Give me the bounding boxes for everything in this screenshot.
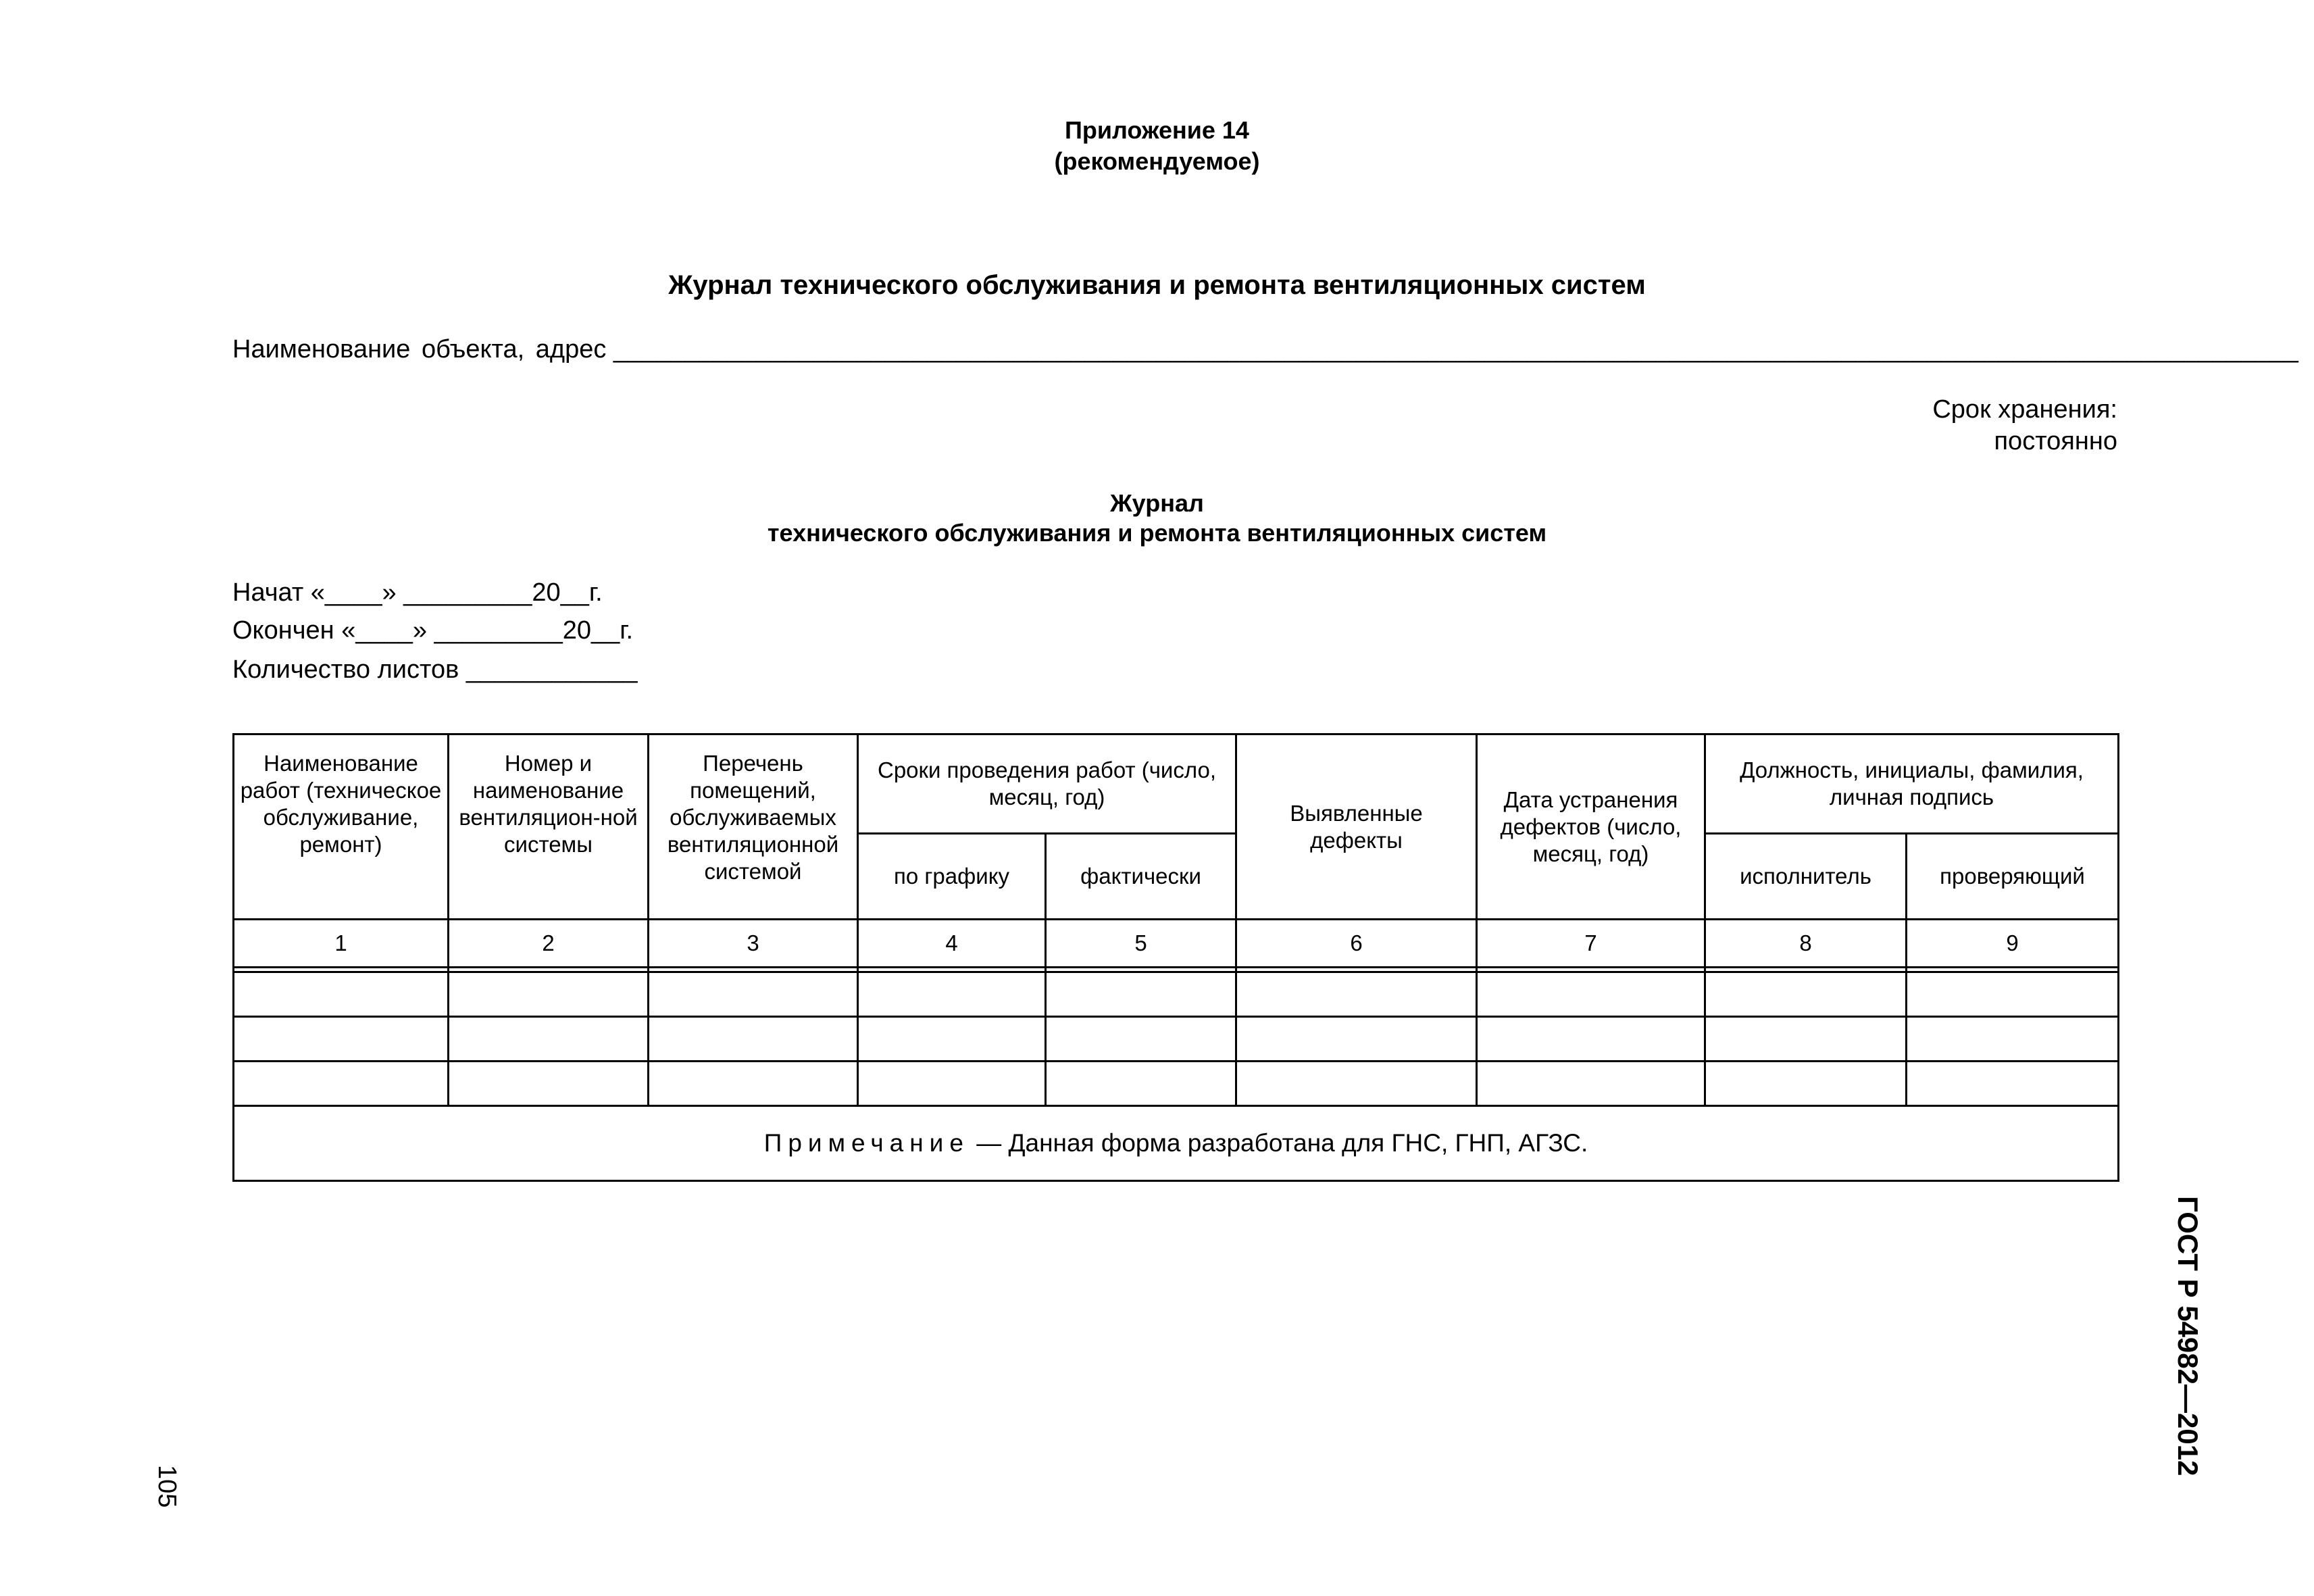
storage-label: Срок хранения: [1932, 395, 2117, 424]
table-cell [449, 1017, 649, 1062]
table-cell [649, 1017, 858, 1062]
table-cell [1046, 1017, 1236, 1062]
appendix-title: Приложение 14 [1065, 116, 1249, 144]
header-inspector: проверяющий [1907, 834, 2119, 920]
main-title: Журнал технического обслуживания и ремонта вентиляционных систем [668, 270, 1646, 300]
object-name-label: Наименование объекта, адрес [232, 335, 607, 364]
table-cell [1236, 972, 1477, 1017]
table-cell [858, 972, 1046, 1017]
table-cell [234, 972, 449, 1017]
table-cell [649, 972, 858, 1017]
journal-title-line2: технического обслуживания и ремонта вентиляционных систем [767, 519, 1547, 547]
table-row [234, 972, 2119, 1017]
column-number: 3 [649, 920, 858, 968]
table-cell [1046, 972, 1236, 1017]
header-fix-date: Дата устранения дефектов (число, месяц, год) [1477, 734, 1705, 920]
table-cell [1477, 972, 1705, 1017]
table-cell [858, 1017, 1046, 1062]
appendix-subtitle: (рекомендуемое) [1054, 147, 1260, 175]
table-cell [234, 1062, 449, 1106]
note-text: — Данная форма разработана для ГНС, ГНП, АГЗС. [969, 1129, 1588, 1157]
column-number: 1 [234, 920, 449, 968]
column-number: 8 [1705, 920, 1907, 968]
sheets-field: Количество листов ____________ [232, 655, 638, 684]
table-note [234, 1106, 2119, 1181]
table-cell [1477, 1017, 1705, 1062]
started-field: Начат «____» _________20__г. [232, 578, 603, 607]
table-cell [1705, 1017, 1907, 1062]
header-defects: Выявленные дефекты [1236, 734, 1477, 920]
column-number: 6 [1236, 920, 1477, 968]
table-cell [234, 1017, 449, 1062]
column-number: 9 [1907, 920, 2119, 968]
table-cell [1236, 1017, 1477, 1062]
storage-value: постоянно [1994, 427, 2117, 455]
header-executor: исполнитель [1705, 834, 1907, 920]
journal-table [232, 733, 2119, 1182]
standard-designation: ГОСТ Р 54982—2012 [2172, 1196, 2204, 1476]
header-actual: фактически [1046, 834, 1236, 920]
header-by-schedule: по графику [858, 834, 1046, 920]
table-row [234, 1062, 2119, 1106]
note-label: Примечание [763, 1129, 970, 1157]
table-cell [649, 1062, 858, 1106]
column-number: 2 [449, 920, 649, 968]
table-cell [1477, 1062, 1705, 1106]
table-cell [1907, 1017, 2119, 1062]
table-cell [1907, 1062, 2119, 1106]
object-name-line [232, 335, 2298, 364]
table-cell [858, 1062, 1046, 1106]
column-number: 5 [1046, 920, 1236, 968]
table-cell [1705, 1062, 1907, 1106]
table-row [234, 1017, 2119, 1062]
header-work-dates: Сроки проведения работ (число, месяц, год) [858, 734, 1236, 834]
header-signature: Должность, инициалы, фамилия, личная подпись [1705, 734, 2119, 834]
column-number: 7 [1477, 920, 1705, 968]
column-number: 4 [858, 920, 1046, 968]
table-cell [1046, 1062, 1236, 1106]
table-cell [1705, 972, 1907, 1017]
object-name-blank: ______________________________________________________________________________________________________________________ [613, 335, 2298, 364]
journal-title-line1: Журнал [1110, 489, 1204, 517]
header-system-number: Номер и наименование вентиляцион-ной системы [449, 734, 649, 920]
header-rooms-list: Перечень помещений, обслуживаемых вентиляционной системой [649, 734, 858, 920]
page-number: 105 [153, 1465, 181, 1508]
header-work-name: Наименование работ (техническое обслуживание, ремонт) [234, 734, 449, 920]
double-rule [234, 968, 2119, 972]
table-cell [449, 1062, 649, 1106]
table-cell [1236, 1062, 1477, 1106]
table-cell [1907, 972, 2119, 1017]
table-cell [449, 972, 649, 1017]
finished-field: Окончен «____» _________20__г. [232, 616, 634, 645]
